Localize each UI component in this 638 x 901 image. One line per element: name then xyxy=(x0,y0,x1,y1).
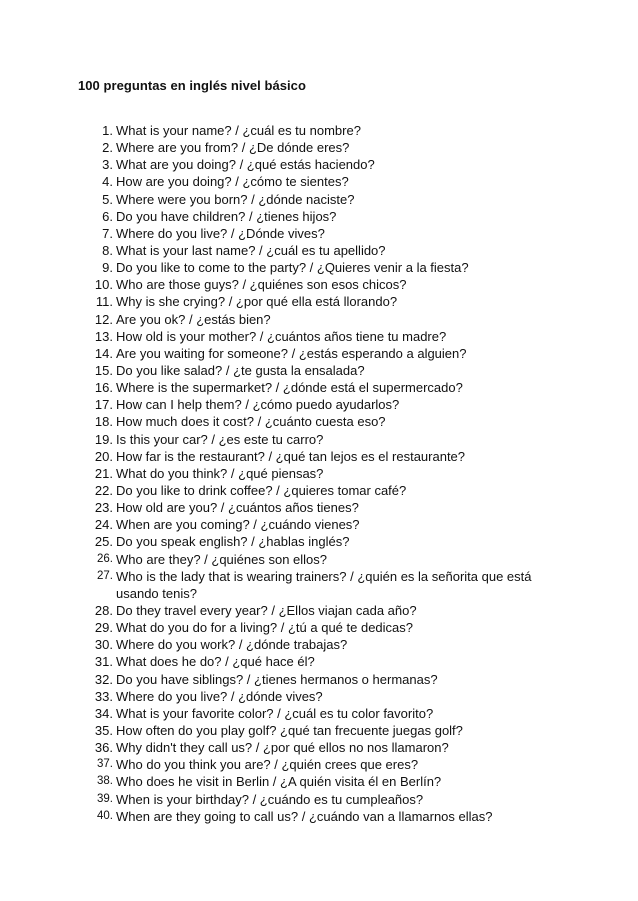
list-item xyxy=(0,122,638,139)
item-number: 25. xyxy=(94,534,113,550)
item-text: Where are you from? / ¿De dónde eres? xyxy=(116,140,350,156)
item-text: How far is the restaurant? / ¿qué tan lejos es el restaurante? xyxy=(116,448,466,464)
item-text: Are you waiting for someone? / ¿estás esperando a alguien? xyxy=(116,345,467,361)
item-text: Do you like to come to the party? / ¿Quieres venir a la fiesta? xyxy=(116,260,469,276)
question-list xyxy=(0,122,638,825)
item-number: 26. xyxy=(97,552,113,565)
item-number: 19. xyxy=(94,431,113,447)
item-number: 17. xyxy=(94,397,113,413)
list-item xyxy=(0,156,638,173)
item-text: What are you doing? / ¿qué estás haciendo? xyxy=(116,157,375,173)
item-text: How often do you play golf? ¿qué tan frecuente juegas golf? xyxy=(116,722,463,738)
item-text: How are you doing? / ¿cómo te sientes? xyxy=(116,174,349,190)
item-number: 6. xyxy=(102,208,113,224)
item-text: Where is the supermarket? / ¿dónde está el supermercado? xyxy=(116,380,463,396)
item-number: 2. xyxy=(102,140,113,156)
item-number: 16. xyxy=(94,380,113,396)
list-item xyxy=(0,791,638,808)
item-number: 3. xyxy=(102,157,113,173)
list-item xyxy=(0,225,638,242)
item-number: 38. xyxy=(97,775,113,788)
item-text: What is your last name? / ¿cuál es tu apellido? xyxy=(116,242,386,258)
item-number: 8. xyxy=(102,242,113,258)
list-item xyxy=(0,293,638,310)
list-item xyxy=(0,533,638,550)
item-number: 9. xyxy=(102,260,113,276)
item-number: 29. xyxy=(94,620,113,636)
list-item xyxy=(0,722,638,739)
list-item xyxy=(0,259,638,276)
item-text: Do you speak english? / ¿hablas inglés? xyxy=(116,534,350,550)
item-number: 37. xyxy=(97,758,113,771)
item-number: 23. xyxy=(94,500,113,516)
list-item xyxy=(0,756,638,773)
item-text: How old are you? / ¿cuántos años tienes? xyxy=(116,500,359,516)
list-item xyxy=(0,619,638,636)
item-text: Who does he visit in Berlin / ¿A quién visita él en Berlín? xyxy=(116,774,442,790)
list-item xyxy=(0,516,638,533)
item-number: 28. xyxy=(94,602,113,618)
list-item xyxy=(0,311,638,328)
document-title: 100 preguntas en inglés nivel básico xyxy=(78,78,306,93)
item-number: 33. xyxy=(94,688,113,704)
list-item xyxy=(0,739,638,756)
item-text: What do you think? / ¿qué piensas? xyxy=(116,465,324,481)
item-text: Where do you live? / ¿Dónde vives? xyxy=(116,225,325,241)
item-number: 34. xyxy=(94,705,113,721)
item-number: 30. xyxy=(94,637,113,653)
list-item xyxy=(0,465,638,482)
item-text: Why didn't they call us? / ¿por qué ellos no nos llamaron? xyxy=(116,740,449,756)
item-text: Where were you born? / ¿dónde naciste? xyxy=(116,191,355,207)
item-number: 12. xyxy=(94,311,113,327)
item-text: Do you have siblings? / ¿tienes hermanos o hermanas? xyxy=(116,671,438,687)
item-text: Who are those guys? / ¿quiénes son esos chicos? xyxy=(116,277,407,293)
item-number: 20. xyxy=(94,448,113,464)
item-text: Who are they? / ¿quiénes son ellos? xyxy=(116,551,328,567)
item-text: What is your favorite color? / ¿cuál es tu color favorito? xyxy=(116,705,434,721)
item-number: 14. xyxy=(94,345,113,361)
list-item xyxy=(0,173,638,190)
list-item xyxy=(0,808,638,825)
list-item xyxy=(0,653,638,670)
item-text: How can I help them? / ¿cómo puedo ayudarlos? xyxy=(116,397,400,413)
list-item xyxy=(0,276,638,293)
item-text: Who is the lady that is wearing trainers? / ¿quién es la señorita que está usando tenis? xyxy=(116,568,532,601)
list-item xyxy=(0,413,638,430)
item-number: 7. xyxy=(102,225,113,241)
item-text: Where do you live? / ¿dónde vives? xyxy=(116,688,323,704)
item-number: 15. xyxy=(94,362,113,378)
list-item xyxy=(0,602,638,619)
list-item xyxy=(0,379,638,396)
item-number: 11. xyxy=(95,294,113,310)
list-item xyxy=(0,671,638,688)
item-number: 21. xyxy=(94,465,113,481)
item-text: Who do you think you are? / ¿quién crees que eres? xyxy=(116,757,419,773)
list-item xyxy=(0,139,638,156)
item-number: 36. xyxy=(94,740,113,756)
item-text: Is this your car? / ¿es este tu carro? xyxy=(116,431,324,447)
item-text: Where do you work? / ¿dónde trabajas? xyxy=(116,637,348,653)
item-number: 24. xyxy=(94,517,113,533)
item-text: When are you coming? / ¿cuándo vienes? xyxy=(116,517,360,533)
list-item xyxy=(0,191,638,208)
item-text: Why is she crying? / ¿por qué ella está llorando? xyxy=(116,294,398,310)
list-item xyxy=(0,242,638,259)
item-text: Do you like salad? / ¿te gusta la ensalada? xyxy=(116,362,365,378)
item-text: Do you like to drink coffee? / ¿quieres tomar café? xyxy=(116,482,407,498)
item-number: 5. xyxy=(102,191,113,207)
list-item xyxy=(0,396,638,413)
item-text: Do they travel every year? / ¿Ellos viajan cada año? xyxy=(116,602,417,618)
item-number: 32. xyxy=(94,671,113,687)
item-number: 35. xyxy=(94,722,113,738)
item-text: How old is your mother? / ¿cuántos años tiene tu madre? xyxy=(116,328,447,344)
item-number: 27. xyxy=(97,569,113,582)
item-text: What is your name? / ¿cuál es tu nombre? xyxy=(116,123,361,138)
list-item xyxy=(0,448,638,465)
item-number: 22. xyxy=(94,482,113,498)
list-item xyxy=(0,773,638,790)
item-number: 39. xyxy=(97,792,113,805)
item-number: 1. xyxy=(102,123,113,138)
item-number: 13. xyxy=(94,328,113,344)
list-item xyxy=(0,568,638,602)
list-item xyxy=(0,688,638,705)
item-number: 10. xyxy=(94,277,113,293)
list-item xyxy=(0,345,638,362)
item-text: Do you have children? / ¿tienes hijos? xyxy=(116,208,337,224)
item-text: What do you do for a living? / ¿tú a qué te dedicas? xyxy=(116,620,414,636)
item-text: Are you ok? / ¿estás bien? xyxy=(116,311,271,327)
item-text: What does he do? / ¿qué hace él? xyxy=(116,654,315,670)
list-item xyxy=(0,482,638,499)
list-item xyxy=(0,636,638,653)
list-item xyxy=(0,499,638,516)
item-number: 18. xyxy=(94,414,113,430)
list-item xyxy=(0,362,638,379)
list-item xyxy=(0,551,638,568)
item-text: When are they going to call us? / ¿cuándo van a llamarnos ellas? xyxy=(116,808,493,824)
item-text: How much does it cost? / ¿cuánto cuesta eso? xyxy=(116,414,386,430)
item-number: 40. xyxy=(97,809,113,822)
list-item xyxy=(0,705,638,722)
list-item xyxy=(0,431,638,448)
list-item xyxy=(0,328,638,345)
item-number: 4. xyxy=(102,174,113,190)
list-item xyxy=(0,208,638,225)
item-text: When is your birthday? / ¿cuándo es tu cumpleaños? xyxy=(116,791,424,807)
item-number: 31. xyxy=(94,654,113,670)
